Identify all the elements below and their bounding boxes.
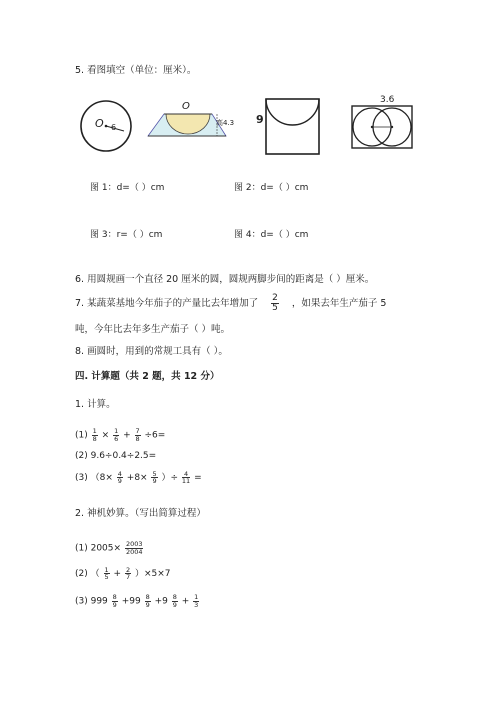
question-7-text-part-2: ，如果去年生产茄子 5 [291,298,387,309]
question-6: 6. 用圆规画一个直径 20 厘米的圆，圆规两脚步间的距离是（ ）厘米。 [75,274,375,285]
denominator: 7 [125,573,131,581]
calc-1-expression-3 [75,470,202,485]
question-7-text-part-1: 7. 某蔬菜基地今年茄子的产量比去年增加了 [75,298,259,309]
fraction-1 [112,594,118,608]
denominator: 9 [152,477,157,485]
figure-2-height-label: 高4.3 [216,119,235,127]
fraction-1 [104,567,110,581]
expression-middle-3: + [181,596,190,607]
operator: + [123,430,131,441]
figure-4-top-label: 3.6 [380,95,395,105]
numerator: 8 [112,593,117,601]
expression-suffix: ÷6= [144,430,166,441]
numerator: 1 [114,427,119,435]
denominator: 8 [92,434,97,443]
expression-middle-2: +9 [154,596,168,607]
expression-prefix: (1) 2005× [75,543,122,554]
fraction-3 [135,428,141,442]
expression-prefix: (2) （ [75,569,100,579]
figure-2-center-label: O [182,101,190,112]
question-5-title: 5. 看图填空（单位：厘米）。 [75,65,197,76]
numerator: 1 [194,593,199,601]
fraction-2 [151,471,157,485]
denominator: 6 [114,434,119,443]
numerator: 8 [172,593,177,601]
calc-1-expression-1 [75,428,165,442]
fraction-3 [172,594,178,608]
numerator: 4 [117,469,122,478]
fraction-1 [117,471,123,485]
figure-4-answer-blank: 图 4：d=（ ）cm [234,230,309,240]
denominator: 8 [135,434,140,443]
fraction-2 [125,567,131,581]
calc-1-title: 1. 计算。 [75,399,116,410]
calc-2-expression-2 [75,566,171,581]
expression-middle: +8× [126,473,148,483]
figure-1-answer-blank: 图 1：d=（ ）cm [90,183,165,193]
numerator: 2003 [125,540,143,548]
calc-1-expression-2: (2) 9.6÷0.4÷2.5= [75,451,157,461]
numerator: 1 [92,427,97,435]
question-7-line-2: 吨，今年比去年多生产茄子（ ）吨。 [75,324,231,335]
fraction-numerator: 2 [272,293,278,303]
fraction-2 [113,428,119,442]
numerator: 1 [104,565,109,574]
operator: + [113,569,122,579]
figure-3-answer-blank: 图 3：r=（ ）cm [90,230,163,240]
denominator: 9 [172,600,177,609]
numerator: 4 [182,471,190,479]
denominator: 3 [194,600,199,609]
denominator: 11 [181,477,191,485]
question-7-fraction [271,294,279,313]
numerator: 5 [152,469,157,478]
calc-2-expression-3 [75,594,200,608]
figure-3-square-semicircle [262,96,322,158]
expression-prefix: (1) [75,430,88,441]
expression-middle-2: ）÷ [161,473,179,483]
figure-1-radius-label: 6 [111,123,117,132]
fraction-4 [193,594,199,608]
fraction-denominator: 5 [272,303,278,313]
denominator: 5 [104,573,109,581]
expression-suffix: ）×5×7 [134,569,171,579]
figure-3-side-label: 9 [256,113,264,126]
question-7-line-1 [75,294,386,313]
calc-2-expression-1 [75,541,144,555]
numerator: 7 [135,427,140,435]
figure-2-answer-blank: 图 2：d=（ ）cm [234,183,309,193]
expression-prefix: (3) （8× [75,473,113,483]
figure-4-rectangle-two-circles [350,104,416,154]
expression-middle-1: +99 [121,596,141,607]
denominator: 9 [145,600,150,609]
expression-suffix: = [194,473,202,483]
numerator: 8 [145,593,150,601]
fraction-3 [182,471,190,485]
question-8: 8. 画圆时，用到的常规工具有（ ）。 [75,346,228,357]
expression-prefix: (3) 999 [75,596,108,607]
denominator: 9 [112,600,117,609]
fraction-2 [145,594,151,608]
section-4-heading: 四. 计算题（共 2 题，共 12 分） [75,371,220,382]
denominator: 2004 [125,547,143,556]
denominator: 9 [117,477,122,485]
calc-2-title: 2. 神机妙算。（写出简算过程） [75,508,206,519]
fraction-1 [92,428,98,442]
operator: × [101,430,110,441]
figure-1-circle [78,98,138,158]
fraction [125,541,144,555]
figure-1-center-label: O [95,117,104,130]
numerator: 2 [125,565,131,574]
